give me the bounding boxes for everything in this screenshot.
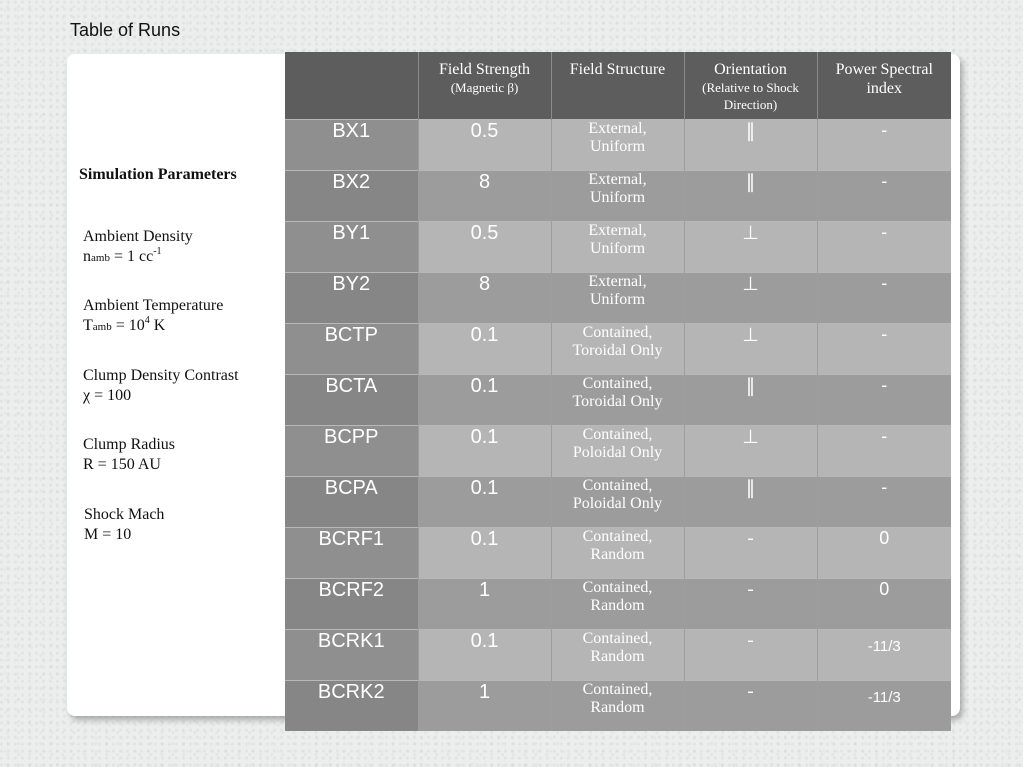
cell-run-id: BCPP [285, 425, 418, 476]
structure-line-2: Uniform [589, 239, 646, 257]
header-field-structure: Field Structure [551, 52, 684, 119]
cell-field-structure [551, 170, 684, 221]
header-orientation-label: Orientation [714, 61, 787, 78]
structure-line-2: Random [590, 698, 645, 716]
cell-field-structure [551, 119, 684, 170]
header-field-strength-label: Field Strength [438, 61, 531, 78]
cell-power-index: - [817, 221, 951, 272]
header-run [285, 52, 418, 119]
cell-field-structure [551, 374, 684, 425]
cell-run-id: BCTA [285, 374, 418, 425]
cell-power-index: - [817, 272, 951, 323]
structure-line-1: Contained, [582, 578, 653, 596]
param-label: Ambient Density [83, 228, 193, 245]
cell-orientation: - [684, 527, 817, 578]
cell-run-id: BY2 [285, 272, 418, 323]
cell-power-index: - [817, 476, 951, 527]
table-row [285, 323, 951, 374]
cell-orientation: ∥ [684, 119, 817, 170]
structure-line-1: Contained, [582, 323, 653, 341]
structure-line-1: External, [588, 119, 647, 137]
table-row [285, 374, 951, 425]
cell-orientation: - [684, 629, 817, 680]
cell-field-structure [551, 425, 684, 476]
table-row [285, 476, 951, 527]
structure-line-2: Poloidal Only [572, 494, 663, 512]
param-value: M = 10 [84, 526, 132, 543]
cell-field-strength: 0.1 [418, 629, 551, 680]
structure-line-1: Contained, [582, 476, 653, 494]
table-row [285, 272, 951, 323]
cell-orientation: ⊥ [684, 323, 817, 374]
cell-field-strength: 0.5 [418, 221, 551, 272]
cell-orientation: ⊥ [684, 221, 817, 272]
structure-line-2: Random [590, 545, 645, 563]
table-row [285, 680, 951, 731]
parameters-heading: Simulation Parameters [79, 166, 237, 183]
cell-power-index: - [817, 119, 951, 170]
param-subscript: amb [91, 252, 110, 264]
cell-field-strength: 1 [418, 680, 551, 731]
cell-field-strength: 0.1 [418, 374, 551, 425]
header-orientation-sub: (Relative to Shock Direction) [702, 80, 799, 112]
cell-orientation: ∥ [684, 170, 817, 221]
header-orientation [684, 52, 817, 119]
cell-run-id: BX1 [285, 119, 418, 170]
cell-run-id: BCPA [285, 476, 418, 527]
param-shock-mach [84, 505, 164, 545]
param-subscript: amb [92, 321, 112, 333]
param-superscript: -1 [153, 246, 162, 257]
param-ambient-density [83, 227, 193, 268]
slide-title: Table of Runs [70, 20, 181, 40]
structure-line-1: Contained, [582, 629, 653, 647]
structure-line-1: Contained, [582, 374, 653, 392]
table-header-row [285, 52, 951, 119]
table-row [285, 527, 951, 578]
table-row [285, 425, 951, 476]
structure-line-1: Contained, [582, 527, 653, 545]
structure-line-1: External, [588, 272, 647, 290]
cell-power-index: - [817, 425, 951, 476]
structure-line-2: Uniform [589, 188, 646, 206]
table-row [285, 221, 951, 272]
table-body [285, 119, 951, 731]
cell-power-index: - [817, 374, 951, 425]
param-unit: K [149, 317, 166, 334]
param-ambient-temperature [83, 296, 223, 337]
cell-field-strength: 0.5 [418, 119, 551, 170]
cell-field-structure [551, 629, 684, 680]
param-label: Clump Density Contrast [83, 367, 239, 384]
cell-field-strength: 1 [418, 578, 551, 629]
cell-orientation: ⊥ [684, 425, 817, 476]
structure-line-2: Random [590, 647, 645, 665]
structure-line-2: Toroidal Only [572, 341, 663, 359]
cell-field-strength: 0.1 [418, 323, 551, 374]
cell-field-structure [551, 476, 684, 527]
cell-field-strength: 0.1 [418, 425, 551, 476]
structure-line-2: Toroidal Only [572, 392, 663, 410]
cell-field-structure [551, 527, 684, 578]
param-label: Shock Mach [84, 506, 165, 523]
param-label: Ambient Temperature [83, 297, 224, 314]
structure-line-1: External, [588, 221, 647, 239]
cell-run-id: BCTP [285, 323, 418, 374]
param-label: Clump Radius [83, 436, 176, 453]
param-value [83, 247, 193, 268]
cell-field-structure [551, 272, 684, 323]
cell-field-structure [551, 578, 684, 629]
cell-field-strength: 0.1 [418, 476, 551, 527]
param-value: R = 150 AU [83, 456, 161, 473]
cell-run-id: BCRF1 [285, 527, 418, 578]
param-value [83, 316, 223, 337]
table-row [285, 629, 951, 680]
cell-run-id: BCRK1 [285, 629, 418, 680]
cell-field-structure [551, 221, 684, 272]
cell-power-index: 0 [817, 578, 951, 629]
cell-power-index: -11/3 [817, 680, 951, 731]
cell-field-structure [551, 323, 684, 374]
cell-orientation: - [684, 680, 817, 731]
cell-run-id: BCRK2 [285, 680, 418, 731]
cell-field-strength: 8 [418, 170, 551, 221]
cell-orientation: ⊥ [684, 272, 817, 323]
cell-run-id: BY1 [285, 221, 418, 272]
header-field-strength-sub: (Magnetic β) [450, 80, 519, 95]
table-row [285, 119, 951, 170]
cell-power-index: 0 [817, 527, 951, 578]
cell-field-structure [551, 680, 684, 731]
cell-orientation: - [684, 578, 817, 629]
structure-line-2: Uniform [589, 137, 646, 155]
cell-power-index: - [817, 323, 951, 374]
param-value: χ = 100 [83, 387, 132, 404]
header-field-strength [418, 52, 551, 119]
header-power-index: Power Spectral index [817, 52, 951, 119]
structure-line-1: External, [588, 170, 647, 188]
param-symbol: T [83, 317, 93, 334]
param-clump-radius [83, 435, 175, 475]
cell-field-strength: 0.1 [418, 527, 551, 578]
param-symbol: n [83, 248, 91, 265]
cell-orientation: ∥ [684, 476, 817, 527]
structure-line-1: Contained, [582, 680, 653, 698]
param-clump-density-contrast [83, 366, 239, 406]
param-superscript: 4 [144, 315, 150, 326]
structure-line-2: Uniform [589, 290, 646, 308]
structure-line-1: Contained, [582, 425, 653, 443]
runs-table [285, 52, 951, 731]
cell-field-strength: 8 [418, 272, 551, 323]
table-row [285, 170, 951, 221]
cell-run-id: BCRF2 [285, 578, 418, 629]
cell-power-index: - [817, 170, 951, 221]
cell-power-index: -11/3 [817, 629, 951, 680]
param-number: = 1 cc [109, 248, 154, 265]
structure-line-2: Random [590, 596, 645, 614]
table-row [285, 578, 951, 629]
cell-orientation: ∥ [684, 374, 817, 425]
param-number: = 10 [111, 317, 145, 334]
structure-line-2: Poloidal Only [572, 443, 663, 461]
cell-run-id: BX2 [285, 170, 418, 221]
